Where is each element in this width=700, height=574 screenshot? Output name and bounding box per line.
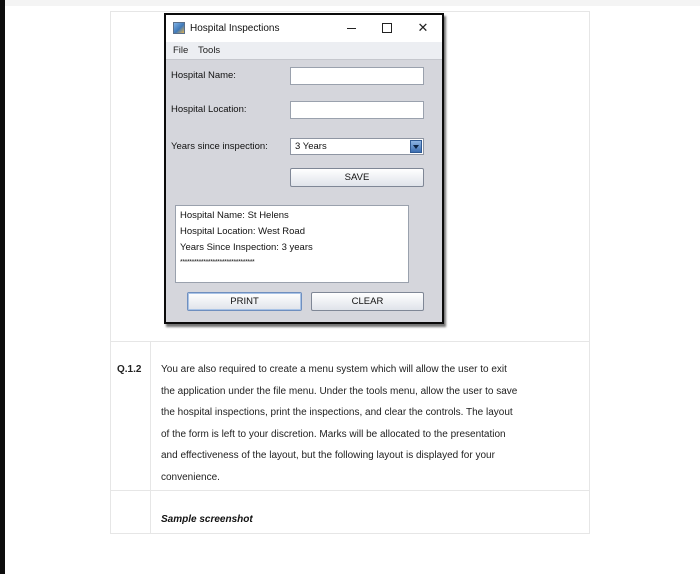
output-line-name: Hospital Name: St Helens	[180, 210, 289, 221]
table-border-left	[110, 11, 111, 533]
save-button[interactable]: SAVE	[290, 168, 424, 187]
table-divider-1	[110, 341, 590, 342]
output-line-separator: ********************************	[180, 259, 255, 266]
java-app-icon	[173, 22, 185, 34]
paragraph-line: You are also required to create a menu system which will allow the user to exit	[161, 364, 507, 375]
close-icon[interactable]: ✕	[417, 20, 429, 35]
paragraph-line: the hospital inspections, print the inspections, and clear the controls. The layout	[161, 407, 513, 418]
hospital-name-label: Hospital Name:	[171, 70, 236, 81]
paragraph-line: and effectiveness of the layout, but the following layout is displayed for your	[161, 450, 495, 461]
years-combo-box[interactable]	[290, 138, 424, 155]
page-left-edge	[0, 0, 5, 574]
years-selected-value: 3 Years	[295, 141, 327, 152]
hospital-name-field[interactable]	[290, 67, 424, 85]
print-button[interactable]: PRINT	[187, 292, 302, 311]
table-border-top	[110, 11, 590, 12]
paragraph-line: convenience.	[161, 472, 220, 483]
output-line-years: Years Since Inspection: 3 years	[180, 242, 313, 253]
maximize-icon[interactable]	[375, 19, 399, 37]
hospital-inspections-window	[164, 13, 444, 324]
output-line-location: Hospital Location: West Road	[180, 226, 305, 237]
chevron-down-icon[interactable]	[410, 140, 422, 153]
table-border-right	[589, 11, 590, 533]
table-divider-2	[110, 490, 590, 491]
hospital-location-field[interactable]	[290, 101, 424, 119]
paragraph-line: the application under the file menu. Under the tools menu, allow the user to save	[161, 386, 518, 397]
menu-file[interactable]: File	[173, 45, 189, 56]
menu-bar	[166, 42, 442, 60]
table-border-bottom	[110, 533, 590, 534]
clear-button[interactable]: CLEAR	[311, 292, 424, 311]
hospital-location-label: Hospital Location:	[171, 104, 247, 115]
minimize-icon[interactable]	[340, 19, 364, 37]
window-titlebar[interactable]	[166, 15, 442, 42]
menu-tools[interactable]: Tools	[198, 45, 221, 56]
paragraph-line: of the form is left to your discretion. Marks will be allocated to the presentation	[161, 429, 506, 440]
output-text-area[interactable]	[175, 205, 409, 283]
question-number: Q.1.2	[117, 364, 142, 375]
sample-screenshot-caption: Sample screenshot	[161, 514, 253, 525]
table-column-divider	[150, 341, 151, 533]
window-title: Hospital Inspections	[190, 23, 280, 34]
page-top-band	[5, 0, 700, 6]
years-since-inspection-label: Years since inspection:	[171, 141, 268, 152]
